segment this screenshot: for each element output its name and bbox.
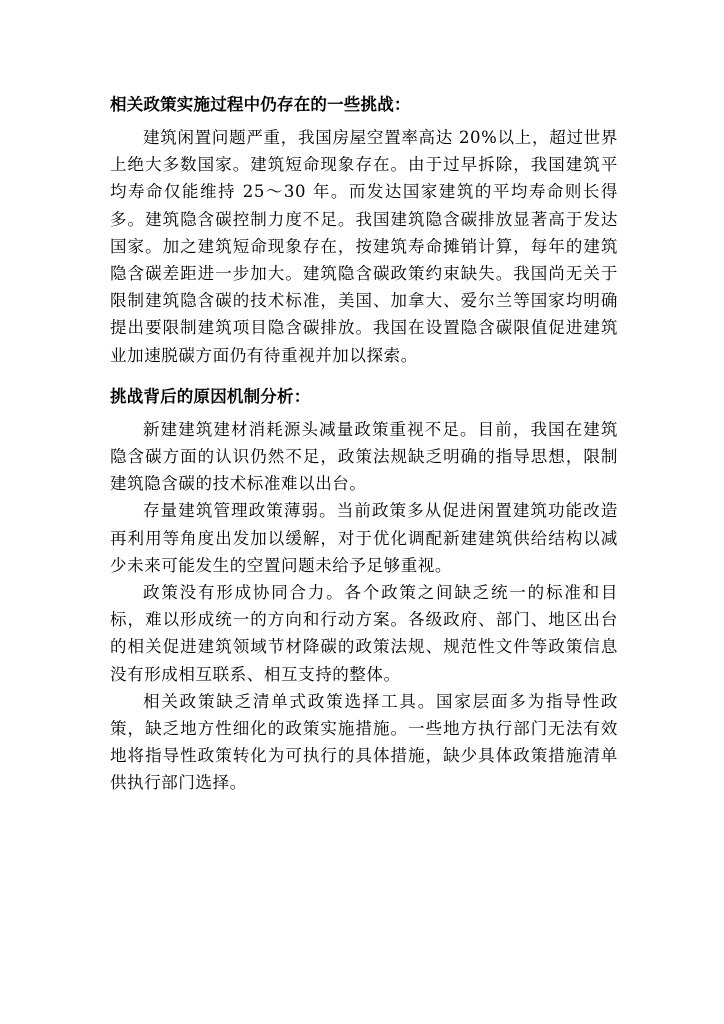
paragraph: 政策没有形成协同合力。各个政策之间缺乏统一的标准和目标，难以形成统一的方向和行动方案。各级政府、部门、地区出台的相关促进建筑领域节材降碳的政策法规、规范性文件等政策信息没有形成相互联系、相互支持的整体。: [110, 583, 618, 684]
paragraph: 新建建筑建材消耗源头减量政策重视不足。目前，我国在建筑隐含碳方面的认识仍然不足，政策法规缺乏明确的指导思想，限制建筑隐含碳的技术标准难以出台。: [110, 419, 618, 494]
paragraph: 建筑闲置问题严重，我国房屋空置率高达 20%以上，超过世界上绝大多数国家。建筑短命现象存在。由于过早拆除，我国建筑平均寿命仅能维持 25～30 年。而发达国家建筑的平均寿命则长得多。建筑隐含碳控制力度不足。我国建筑隐含碳排放显著高于发达国家。加之建筑短命现象存在，按建筑寿命摊销计算，每年的建筑隐含碳差距进一步加大。建筑隐含碳政策约束缺失。我国尚无关于限制建筑隐含碳的技术标准，美国、加拿大、爱尔兰等国家均明确提出要限制建筑项目隐含碳排放。我国在设置隐含碳限值促进建筑业加速脱碳方面仍有待重视并加以探索。: [110, 128, 618, 365]
document-page: [110, 91, 618, 797]
paragraph: 存量建筑管理政策薄弱。当前政策多从促进闲置建筑功能改造再利用等角度出发加以缓解，对于优化调配新建建筑供给结构以减少未来可能发生的空置问题未给予足够重视。: [110, 501, 618, 575]
section-heading-challenges: 相关政策实施过程中仍存在的一些挑战：: [110, 95, 411, 114]
paragraph: 相关政策缺乏清单式政策选择工具。国家层面多为指导性政策，缺乏地方性细化的政策实施措施。一些地方执行部门无法有效地将指导性政策转化为可执行的具体措施，缺少具体政策措施清单供执行部门选择。: [110, 691, 618, 793]
section-heading-causes: 挑战背后的原因机制分析：: [110, 386, 311, 406]
